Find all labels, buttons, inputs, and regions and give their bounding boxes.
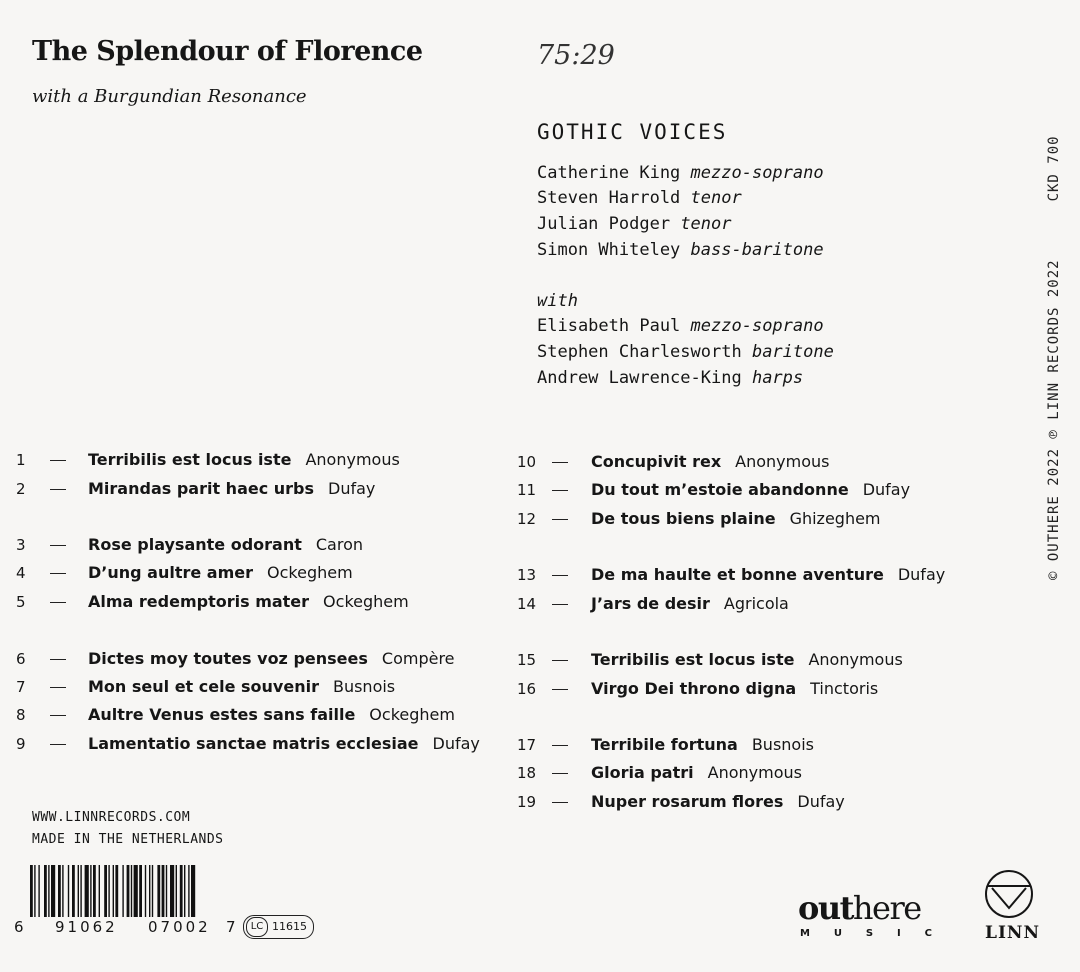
track-number: 18 <box>517 764 537 782</box>
track-dash <box>552 575 568 576</box>
track-composer: Dufay <box>797 792 845 811</box>
track-composer: Tinctoris <box>810 679 879 698</box>
track-title <box>88 590 409 614</box>
guest-line: Andrew Lawrence-King harps <box>537 368 804 388</box>
barcode-bar <box>85 865 89 917</box>
track-title <box>88 448 400 472</box>
track-title-text: Dictes moy toutes voz pensees <box>88 649 368 668</box>
track-title-text: Concupivit rex <box>591 452 722 471</box>
barcode-bar <box>170 865 174 917</box>
track-title <box>591 450 829 474</box>
track-title <box>591 677 878 701</box>
track-dash <box>552 490 568 491</box>
performer-line: Simon Whiteley bass-baritone <box>537 240 824 260</box>
track-title-text: Lamentatio sanctae matris ecclesiae <box>88 734 419 753</box>
barcode-bar <box>127 865 130 917</box>
track-title <box>591 507 881 531</box>
barcode-bar <box>115 865 118 917</box>
barcode <box>30 865 238 917</box>
barcode-bar <box>184 865 185 917</box>
album-title: The Splendour of Florence <box>32 36 423 67</box>
barcode-bar <box>176 865 177 917</box>
album-subtitle: with a Burgundian Resonance <box>32 86 307 107</box>
track-title-text: Nuper rosarum flores <box>591 792 784 811</box>
track-title <box>591 790 845 814</box>
track-composer: Caron <box>315 535 364 554</box>
label-code-badge: LC 11615 <box>243 915 314 939</box>
track-number: 3 <box>16 536 26 554</box>
track-title <box>591 761 802 785</box>
track-dash <box>552 689 568 690</box>
barcode-bar <box>80 865 81 917</box>
barcode-bar <box>162 865 165 917</box>
track-dash <box>50 460 66 461</box>
track-number: 2 <box>16 480 26 498</box>
track-title-text: Terribilis est locus iste <box>591 650 795 669</box>
barcode-bar <box>51 865 55 917</box>
barcode-bar <box>149 865 150 917</box>
barcode-bar <box>113 865 114 917</box>
track-title-text: De tous biens plaine <box>591 509 776 528</box>
track-composer: Ockeghem <box>323 592 409 611</box>
guest-line: Stephen Charlesworth baritone <box>537 342 834 362</box>
barcode-bar <box>34 865 35 917</box>
track-title-text: J’ars de desir <box>591 594 710 613</box>
track-composer: Ockeghem <box>369 705 455 724</box>
track-title-text: Mon seul et cele souvenir <box>88 677 319 696</box>
track-dash <box>552 773 568 774</box>
track-title-text: Aultre Venus estes sans faille <box>88 705 356 724</box>
outhere-music-text: M U S I C <box>800 928 932 939</box>
with-label: with <box>537 291 578 311</box>
track-title <box>591 648 903 672</box>
track-dash <box>50 573 66 574</box>
track-number: 19 <box>517 793 537 811</box>
barcode-bar <box>152 865 153 917</box>
barcode-bar <box>99 865 100 917</box>
track-title-text: Gloria patri <box>591 763 694 782</box>
track-dash <box>50 602 66 603</box>
barcode-bar <box>188 865 189 917</box>
barcode-digit-lead: 6 <box>14 918 24 936</box>
barcode-bar <box>72 865 75 917</box>
track-composer: Compère <box>381 649 455 668</box>
track-number: 17 <box>517 736 537 754</box>
track-dash <box>552 745 568 746</box>
track-composer: Ghizeghem <box>789 509 881 528</box>
barcode-bar <box>78 865 79 917</box>
barcode-bar <box>166 865 167 917</box>
track-dash <box>50 659 66 660</box>
track-title <box>88 477 375 501</box>
barcode-bar <box>131 865 132 917</box>
track-dash <box>50 687 66 688</box>
track-dash <box>552 604 568 605</box>
performer-line: Steven Harrold tenor <box>537 188 742 208</box>
track-title-text: De ma haulte et bonne aventure <box>591 565 884 584</box>
barcode-bar <box>93 865 96 917</box>
track-number: 13 <box>517 566 537 584</box>
track-number: 15 <box>517 651 537 669</box>
barcode-bar <box>157 865 160 917</box>
track-title <box>591 733 814 757</box>
track-title <box>591 563 945 587</box>
track-composer: Agricola <box>723 594 789 613</box>
track-title <box>88 533 363 557</box>
barcode-bar <box>122 865 123 917</box>
track-title <box>88 675 395 699</box>
track-title-text: Virgo Dei throno digna <box>591 679 797 698</box>
track-composer: Dufay <box>897 565 946 584</box>
track-composer: Dufay <box>328 479 376 498</box>
barcode-bar <box>62 865 63 917</box>
track-title-text: Mirandas parit haec urbs <box>88 479 315 498</box>
barcode-bar <box>104 865 107 917</box>
copyright-vertical: © OUTHERE 2022 ℗ LINN RECORDS 2022CKD 700 <box>1046 135 1062 580</box>
barcode-bar <box>145 865 146 917</box>
barcode-bar <box>139 865 142 917</box>
track-title <box>591 592 789 616</box>
track-composer: Anonymous <box>735 452 830 471</box>
total-duration: 75:29 <box>537 40 615 71</box>
track-number: 8 <box>16 706 26 724</box>
track-title-text: Alma redemptoris mater <box>88 592 310 611</box>
track-title-text: Terribile fortuna <box>591 735 738 754</box>
track-number: 14 <box>517 595 537 613</box>
track-number: 5 <box>16 593 26 611</box>
track-dash <box>552 462 568 463</box>
track-number: 16 <box>517 680 537 698</box>
track-dash <box>552 519 568 520</box>
track-number: 6 <box>16 650 26 668</box>
track-dash <box>50 744 66 745</box>
catalog-number: CKD 700 <box>1046 135 1062 202</box>
track-title <box>88 732 480 756</box>
barcode-bar <box>68 865 69 917</box>
barcode-bar <box>44 865 47 917</box>
barcode-bar <box>38 865 39 917</box>
performer-line: Julian Podger tenor <box>537 214 732 234</box>
barcode-bar <box>108 865 109 917</box>
barcode-bar <box>180 865 183 917</box>
track-title-text: D’ung aultre amer <box>88 563 254 582</box>
barcode-digit-check: 7 <box>226 918 236 936</box>
track-dash <box>50 489 66 490</box>
barcode-bar <box>30 865 33 917</box>
outhere-logo: outhere <box>798 889 921 927</box>
track-composer: Busnois <box>332 677 396 696</box>
track-composer: Busnois <box>751 735 814 754</box>
track-composer: Anonymous <box>707 763 802 782</box>
track-dash <box>552 660 568 661</box>
guest-line: Elisabeth Paul mezzo-soprano <box>537 316 824 336</box>
track-composer: Anonymous <box>808 650 903 669</box>
barcode-bar <box>90 865 91 917</box>
barcode-bar <box>134 865 138 917</box>
barcode-bar <box>191 865 195 917</box>
track-number: 11 <box>517 481 537 499</box>
track-composer: Dufay <box>432 734 480 753</box>
track-composer: Ockeghem <box>267 563 353 582</box>
track-title <box>88 647 455 671</box>
track-title-text: Rose playsante odorant <box>88 535 302 554</box>
barcode-bar <box>58 865 61 917</box>
track-title <box>591 478 910 502</box>
made-in: MADE IN THE NETHERLANDS <box>32 832 224 847</box>
track-number: 10 <box>517 453 537 471</box>
website: WWW.LINNRECORDS.COM <box>32 810 191 825</box>
track-dash <box>50 545 66 546</box>
linn-logo-text: LINN <box>985 923 1040 943</box>
track-composer: Dufay <box>862 480 911 499</box>
track-title <box>88 561 353 585</box>
track-number: 9 <box>16 735 26 753</box>
track-number: 1 <box>16 451 26 469</box>
track-title-text: Terribilis est locus iste <box>88 450 292 469</box>
track-dash <box>552 802 568 803</box>
track-number: 12 <box>517 510 537 528</box>
track-title-text: Du tout m’estoie abandonne <box>591 480 849 499</box>
lc-mark: LC <box>246 917 268 937</box>
performer-line: Catherine King mezzo-soprano <box>537 163 824 183</box>
ensemble-name: GOTHIC VOICES <box>537 120 728 144</box>
track-title <box>88 703 455 727</box>
track-number: 7 <box>16 678 26 696</box>
barcode-bar <box>48 865 49 917</box>
track-number: 4 <box>16 564 26 582</box>
track-dash <box>50 715 66 716</box>
barcode-digits-right: 07002 <box>148 918 211 936</box>
track-composer: Anonymous <box>305 450 400 469</box>
barcode-digits-left: 91062 <box>55 918 118 936</box>
linn-circle-logo-icon <box>982 868 1036 920</box>
